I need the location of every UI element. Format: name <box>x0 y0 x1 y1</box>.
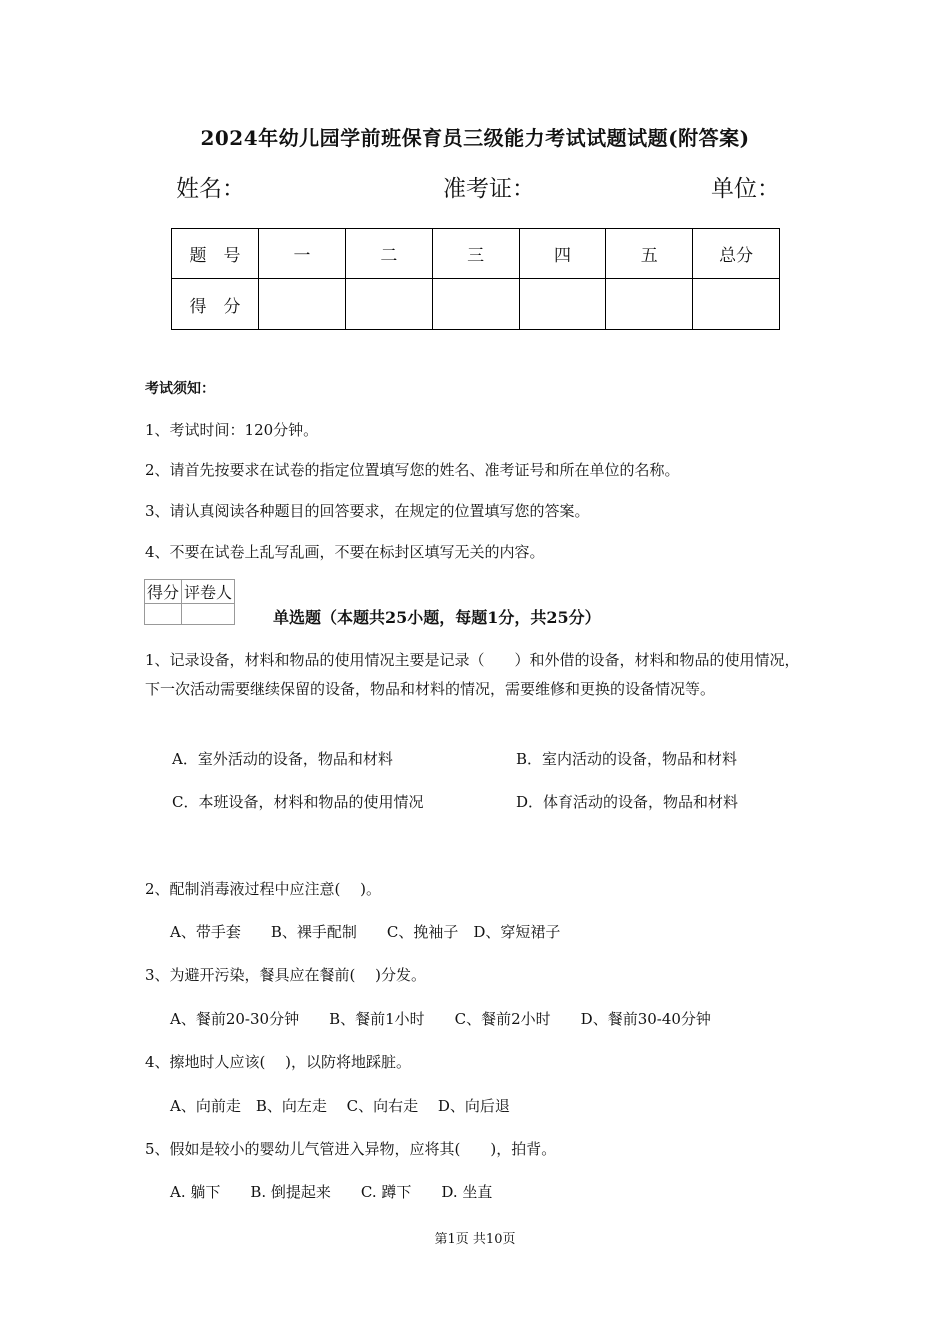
grader-name-label: 评卷人 <box>182 580 235 604</box>
score-table-header-cell: 四 <box>519 229 606 279</box>
score-cell[interactable] <box>345 279 432 330</box>
score-table-header-cell: 一 <box>259 229 346 279</box>
score-table-score-row <box>172 279 780 330</box>
score-cell[interactable] <box>693 279 780 330</box>
question-1-option-a[interactable]: A．室外活动的设备，物品和材料 <box>172 750 393 768</box>
score-cell[interactable] <box>259 279 346 330</box>
score-table-header-cell: 五 <box>606 229 693 279</box>
question-3-text: 3、为避开污染，餐具应在餐前( )分发。 <box>145 966 427 984</box>
grader-name-cell[interactable] <box>182 604 235 625</box>
grader-score-label: 得分 <box>145 580 182 604</box>
grader-box <box>144 579 235 625</box>
question-2-options[interactable]: A、带手套 B、裸手配制 C、挽袖子 D、穿短裙子 <box>170 923 561 941</box>
notice-heading: 考试须知： <box>145 381 215 397</box>
score-table-header-cell: 总分 <box>693 229 780 279</box>
exam-title: 2024年幼儿园学前班保育员三级能力考试试题试题(附答案) <box>200 126 750 150</box>
score-table-header-cell: 三 <box>432 229 519 279</box>
question-5-text: 5、假如是较小的婴幼儿气管进入异物，应将其( )，拍背。 <box>145 1140 557 1158</box>
question-2-text: 2、配制消毒液过程中应注意( )。 <box>145 880 382 898</box>
question-4-options[interactable]: A、向前走 B、向左走 C、向右走 D、向后退 <box>170 1097 510 1115</box>
grader-score-cell[interactable] <box>145 604 182 625</box>
question-1-option-d[interactable]: D．体育活动的设备，物品和材料 <box>516 793 739 811</box>
exam-id-label: 准考证： <box>443 176 535 202</box>
question-4-text: 4、擦地时人应该( )，以防将地踩脏。 <box>145 1053 412 1071</box>
section-title: 单选题（本题共25小题，每题1分，共25分） <box>273 608 601 627</box>
page-footer: 第1页 共10页 <box>434 1232 516 1247</box>
unit-label: 单位： <box>711 176 780 202</box>
question-5-options[interactable]: A. 躺下 B. 倒提起来 C. 蹲下 D. 坐直 <box>170 1183 493 1201</box>
question-1-option-c[interactable]: C．本班设备，材料和物品的使用情况 <box>172 793 424 811</box>
question-1-text: 1、记录设备，材料和物品的使用情况主要是记录（ ）和外借的设备，材料和物品的使用情况，下一次活动需要继续保留的设备，物品和材料的情况，需要维修和更换的设备情况等。 <box>145 651 800 698</box>
notice-item: 4、不要在试卷上乱写乱画，不要在标封区填写无关的内容。 <box>145 543 545 561</box>
notice-item: 3、请认真阅读各种题目的回答要求，在规定的位置填写您的答案。 <box>145 502 590 520</box>
question-3-options[interactable]: A、餐前20-30分钟 B、餐前1小时 C、餐前2小时 D、餐前30-40分钟 <box>170 1010 711 1028</box>
score-table-row-label: 得 分 <box>172 279 259 330</box>
score-table-header-cell: 二 <box>345 229 432 279</box>
notice-item: 2、请首先按要求在试卷的指定位置填写您的姓名、准考证号和所在单位的名称。 <box>145 461 680 479</box>
score-cell[interactable] <box>432 279 519 330</box>
score-table <box>171 228 780 330</box>
score-cell[interactable] <box>519 279 606 330</box>
question-1-option-b[interactable]: B．室内活动的设备，物品和材料 <box>516 750 738 768</box>
name-label: 姓名： <box>176 176 245 202</box>
notice-item: 1、考试时间：120分钟。 <box>145 421 319 439</box>
score-cell[interactable] <box>606 279 693 330</box>
score-table-header-row <box>172 229 780 279</box>
score-table-header-cell: 题 号 <box>172 229 259 279</box>
